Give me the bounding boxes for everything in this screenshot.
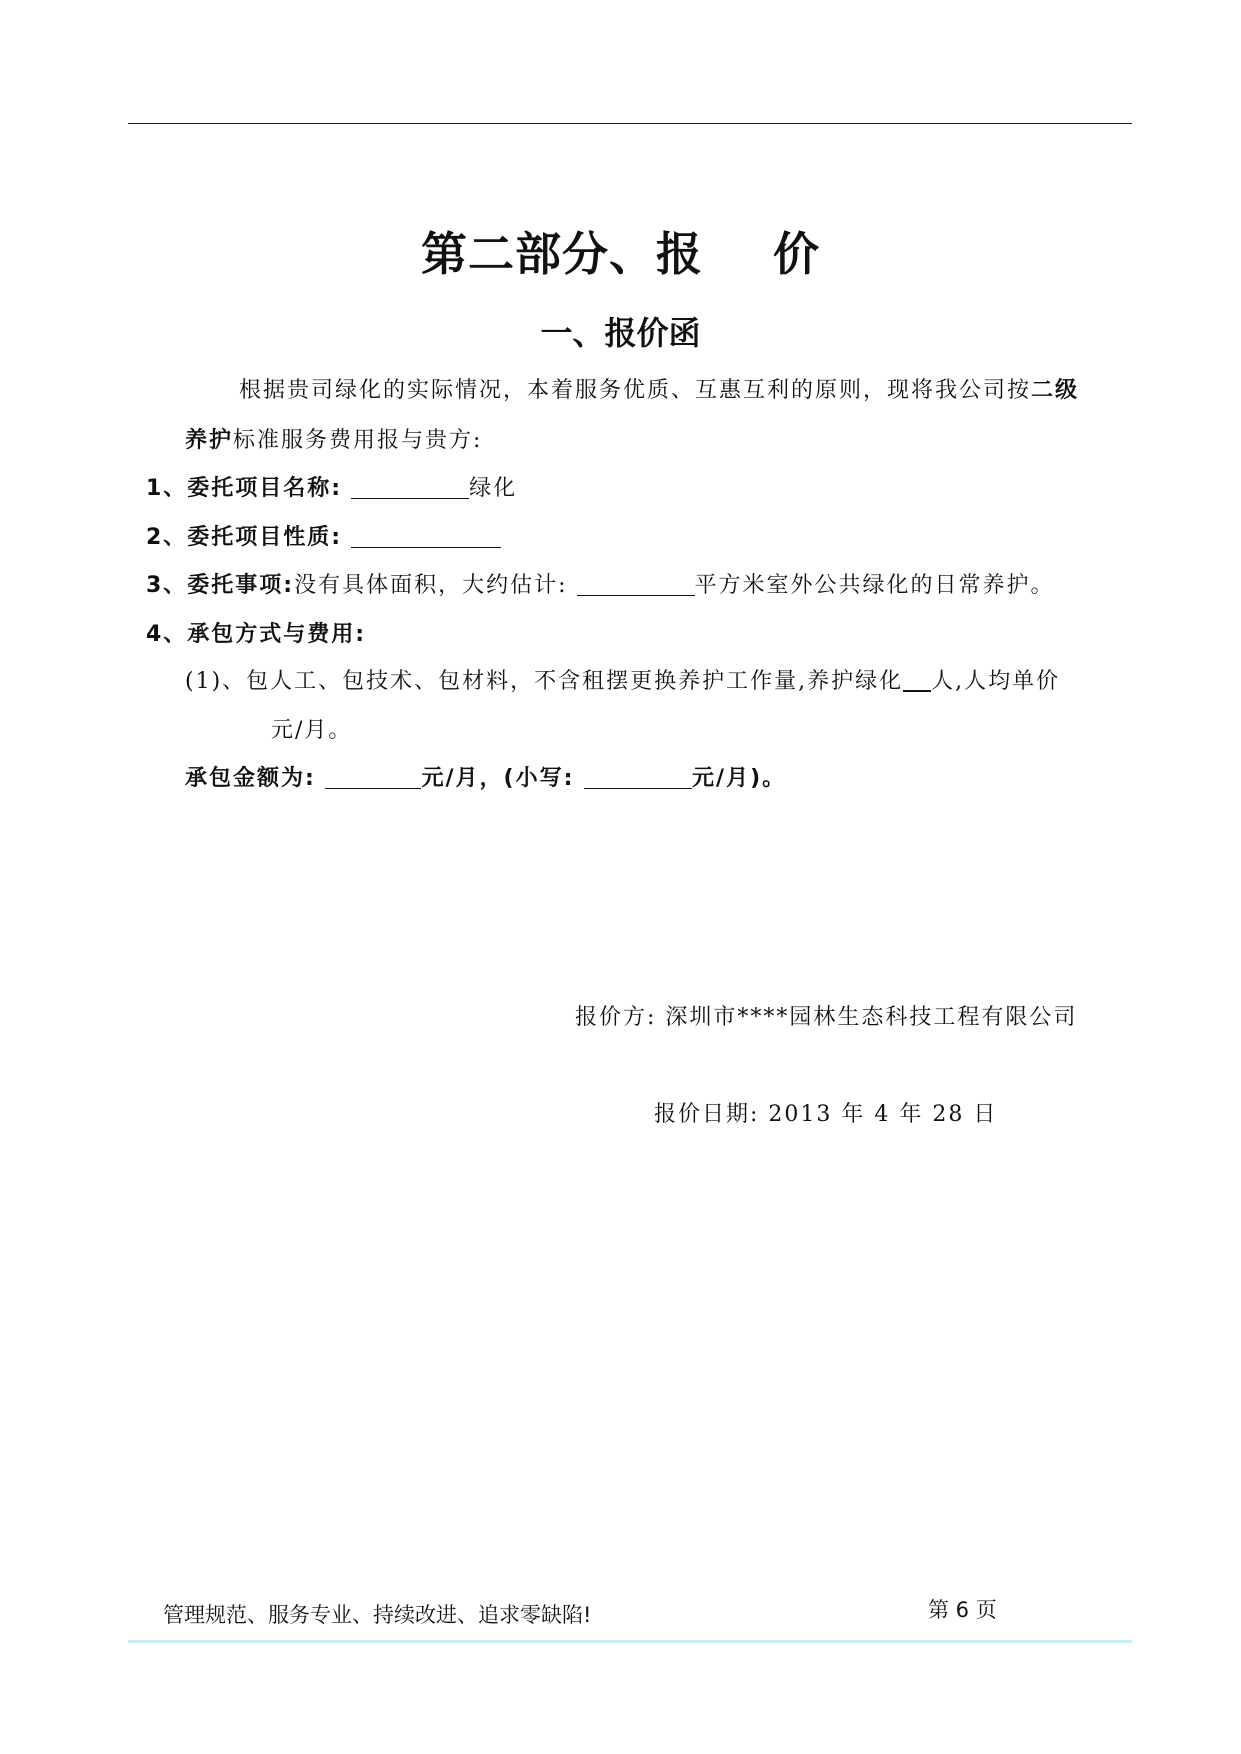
total-label: 承包金额为:	[185, 766, 316, 791]
blank-field	[351, 525, 501, 548]
item-project-nature	[146, 520, 501, 551]
subitem-text-after: 人,人均单价	[931, 669, 1061, 694]
intro-text-cont: 标准服务费用报与贵方:	[233, 428, 483, 453]
item-contract-method	[146, 617, 366, 648]
intro-text: 根据贵司绿化的实际情况，本着服务优质、互惠互利的原则，现将我公司按	[239, 378, 1032, 403]
footer-rule	[128, 1640, 1132, 1643]
blank-field	[325, 766, 421, 789]
section-title: 一、报价函	[540, 314, 701, 352]
item-label: 1、委托项目名称:	[146, 476, 343, 501]
item-value: 绿化	[469, 476, 518, 501]
page-title-right: 价	[773, 227, 820, 281]
page-number: 第 6 页	[928, 1598, 997, 1622]
total-unit-1: 元/月，(小写:	[421, 766, 575, 791]
intro-bold-maintenance: 养护	[185, 428, 234, 453]
item-commission	[146, 568, 1055, 599]
subitem-line1	[185, 664, 1060, 695]
intro-bold-level: 二级	[1031, 378, 1080, 403]
blank-field	[577, 573, 695, 596]
item-project-name	[146, 471, 517, 502]
item-label: 2、委托项目性质:	[146, 525, 343, 550]
quoter-line: 报价方: 深圳市****园林生态科技工程有限公司	[575, 1005, 1078, 1030]
quote-date-line: 报价日期: 2013 年 4 年 28 日	[654, 1102, 998, 1127]
blank-field	[584, 766, 692, 789]
header-rule	[128, 123, 1132, 124]
page-title-left: 第二部分、报	[421, 227, 703, 281]
item-label: 3、委托事项:	[146, 573, 295, 598]
intro-paragraph-line2	[185, 423, 482, 454]
page-title	[0, 218, 1241, 284]
intro-paragraph-line1	[239, 373, 1079, 404]
subitem-line2: 元/月。	[271, 718, 353, 743]
item-label: 4、承包方式与费用:	[146, 622, 367, 647]
total-unit-2: 元/月)。	[692, 766, 787, 791]
footer-slogan: 管理规范、服务专业、持续改进、追求零缺陷!	[163, 1603, 592, 1627]
item-text-before: 没有具体面积，大约估计:	[294, 573, 568, 598]
subitem-text-before: (1)、包人工、包技术、包材料，不含租摆更换养护工作量,养护绿化	[185, 669, 904, 694]
blank-field	[351, 476, 469, 499]
item-text-after: 平方米室外公共绿化的日常养护。	[694, 573, 1055, 598]
total-amount-line	[185, 761, 786, 792]
blank-field	[903, 668, 931, 692]
